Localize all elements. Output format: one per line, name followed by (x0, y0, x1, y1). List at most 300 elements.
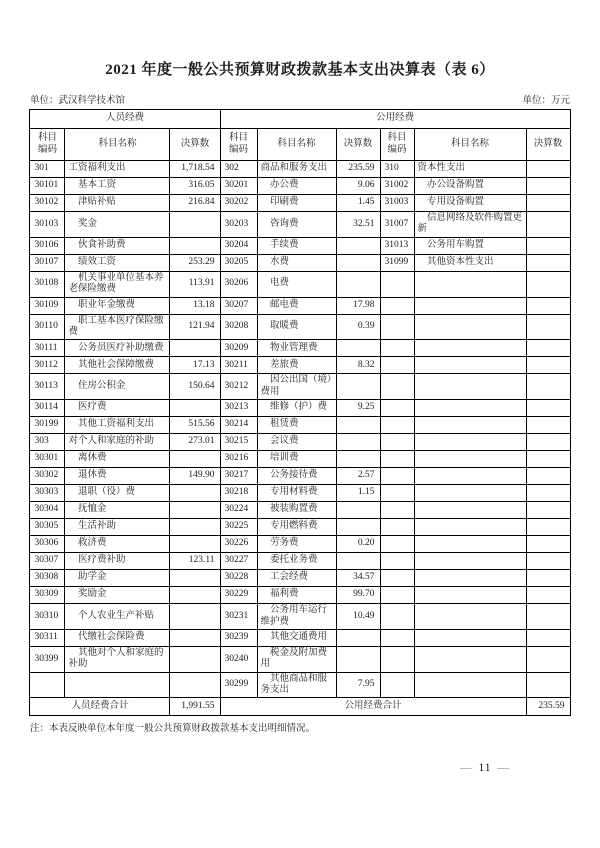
subject-name-cell: 差旅费 (257, 357, 336, 374)
subject-code-cell: 30229 (220, 587, 257, 604)
subject-code-cell: 30225 (220, 519, 257, 536)
amount-header: 决算数 (336, 129, 380, 161)
subject-code-cell (30, 672, 65, 698)
subject-code-cell: 302 (220, 161, 257, 178)
amount-cell (336, 340, 380, 357)
subject-code-cell: 30310 (30, 604, 65, 630)
table-row (30, 195, 570, 212)
amount-cell (336, 646, 380, 672)
subject-code-cell: 30203 (220, 212, 257, 238)
amount-cell: 9.25 (336, 400, 380, 417)
subject-name-cell: 其他资本性支出 (414, 254, 526, 271)
amount-cell (526, 434, 570, 451)
amount-cell (170, 587, 220, 604)
subject-code-cell: 30217 (220, 468, 257, 485)
table-row (30, 297, 570, 314)
amount-cell (170, 570, 220, 587)
subject-name-cell (414, 672, 526, 698)
subject-code-cell (380, 434, 414, 451)
amount-cell (170, 451, 220, 468)
subject-code-cell (380, 672, 414, 698)
subject-name-cell (414, 314, 526, 340)
subject-name-cell: 其他对个人和家庭的补助 (65, 646, 170, 672)
subject-code-cell: 30106 (30, 237, 65, 254)
public-group-header: 公用经费 (220, 110, 570, 129)
subject-name-cell: 公务用车购置 (414, 237, 526, 254)
subject-name-cell: 其他交通费用 (257, 629, 336, 646)
amount-cell (170, 485, 220, 502)
amount-cell (526, 400, 570, 417)
subject-code-cell: 30211 (220, 357, 257, 374)
amount-cell: 8.32 (336, 357, 380, 374)
amount-cell: 253.29 (170, 254, 220, 271)
subject-name-cell: 劳务费 (257, 536, 336, 553)
unit-row (30, 92, 570, 106)
subject-name-cell (414, 519, 526, 536)
subject-code-cell: 31003 (380, 195, 414, 212)
amount-cell (336, 417, 380, 434)
subject-code-cell: 30102 (30, 195, 65, 212)
subject-name-cell: 津贴补贴 (65, 195, 170, 212)
subject-code-cell (380, 451, 414, 468)
amount-cell (526, 502, 570, 519)
amount-cell (526, 297, 570, 314)
subject-name-cell: 水费 (257, 254, 336, 271)
subject-code-cell: 30304 (30, 502, 65, 519)
table-row (30, 237, 570, 254)
amount-cell (526, 212, 570, 238)
subject-name-cell (414, 646, 526, 672)
subject-name-cell: 个人农业生产补贴 (65, 604, 170, 630)
subject-name-cell (414, 502, 526, 519)
subject-name-cell: 办公费 (257, 178, 336, 195)
subject-name-cell (414, 434, 526, 451)
subject-code-cell (380, 570, 414, 587)
amount-cell: 1.45 (336, 195, 380, 212)
subject-name-cell (414, 297, 526, 314)
amount-cell: 17.13 (170, 357, 220, 374)
amount-cell: 99.70 (336, 587, 380, 604)
subject-code-cell: 30110 (30, 314, 65, 340)
subject-code-cell: 30114 (30, 400, 65, 417)
subject-code-cell: 30112 (30, 357, 65, 374)
subject-name-cell: 会议费 (257, 434, 336, 451)
amount-cell: 515.56 (170, 417, 220, 434)
subject-code-cell: 30231 (220, 604, 257, 630)
subject-name-cell: 救济费 (65, 536, 170, 553)
amount-cell (526, 485, 570, 502)
subject-code-cell: 30209 (220, 340, 257, 357)
subject-code-cell (380, 314, 414, 340)
subject-code-cell (380, 502, 414, 519)
subject-code-cell: 30113 (30, 374, 65, 400)
subject-code-cell: 30201 (220, 178, 257, 195)
subject-name-cell (414, 629, 526, 646)
subject-name-cell: 税金及附加费用 (257, 646, 336, 672)
amount-cell (170, 519, 220, 536)
amount-cell: 9.06 (336, 178, 380, 195)
subject-name-cell (414, 417, 526, 434)
amount-cell (526, 178, 570, 195)
subject-name-cell: 机关事业单位基本养老保险缴费 (65, 271, 170, 297)
table-row (30, 451, 570, 468)
amount-cell (170, 629, 220, 646)
amount-cell (336, 553, 380, 570)
subject-name-cell: 电费 (257, 271, 336, 297)
subject-name-cell (414, 468, 526, 485)
subject-name-cell (414, 271, 526, 297)
page-number-value: 11 (478, 762, 492, 774)
amount-cell (526, 451, 570, 468)
subject-name-cell: 培训费 (257, 451, 336, 468)
subject-name-cell: 对个人和家庭的补助 (65, 434, 170, 451)
subject-code-cell: 30302 (30, 468, 65, 485)
subject-code-cell (380, 417, 414, 434)
subject-code-cell: 31013 (380, 237, 414, 254)
totals-row (30, 698, 570, 716)
amount-cell (526, 468, 570, 485)
subject-code-cell: 30307 (30, 553, 65, 570)
subject-name-cell (414, 340, 526, 357)
subject-code-cell: 30303 (30, 485, 65, 502)
table-row (30, 340, 570, 357)
table-row (30, 417, 570, 434)
amount-cell (526, 519, 570, 536)
table-row (30, 672, 570, 698)
subject-name-cell: 退职（役）费 (65, 485, 170, 502)
subject-name-cell: 奖励金 (65, 587, 170, 604)
subject-code-cell: 30206 (220, 271, 257, 297)
amount-cell (170, 536, 220, 553)
table-row (30, 271, 570, 297)
subject-name-cell (414, 536, 526, 553)
subject-code-cell: 30227 (220, 553, 257, 570)
page-title: 2021 年度一般公共预算财政拨款基本支出决算表（表 6） (105, 62, 495, 78)
subject-name-cell: 助学金 (65, 570, 170, 587)
table-row (30, 587, 570, 604)
table-row (30, 400, 570, 417)
amount-cell: 273.01 (170, 434, 220, 451)
amount-cell: 32.51 (336, 212, 380, 238)
amount-cell (526, 357, 570, 374)
amount-cell: 17.98 (336, 297, 380, 314)
subject-code-cell: 310 (380, 161, 414, 178)
subject-code-cell: 30213 (220, 400, 257, 417)
amount-cell: 1,718.54 (170, 161, 220, 178)
table-row (30, 357, 570, 374)
subject-name-header: 科目名称 (65, 129, 170, 161)
amount-cell: 235.59 (336, 161, 380, 178)
subject-code-cell: 30228 (220, 570, 257, 587)
amount-cell (170, 400, 220, 417)
amount-cell (170, 212, 220, 238)
subject-name-cell: 绩效工资 (65, 254, 170, 271)
table-row (30, 434, 570, 451)
subject-name-cell: 工资福利支出 (65, 161, 170, 178)
subject-code-cell (380, 604, 414, 630)
subject-code-cell: 30309 (30, 587, 65, 604)
amount-cell: 7.95 (336, 672, 380, 698)
amount-cell (526, 604, 570, 630)
subject-name-cell: 公务员医疗补助缴费 (65, 340, 170, 357)
subject-name-cell (414, 451, 526, 468)
group-header-row (30, 110, 570, 129)
subject-code-cell: 301 (30, 161, 65, 178)
table-row (30, 485, 570, 502)
subject-code-cell: 30299 (220, 672, 257, 698)
unit-name-label: 单位：武汉科学技术馆 (30, 96, 126, 106)
subject-name-cell: 公务接待费 (257, 468, 336, 485)
subject-code-header: 科目编码 (220, 129, 257, 161)
subject-code-cell: 30240 (220, 646, 257, 672)
table-row (30, 536, 570, 553)
amount-cell (526, 314, 570, 340)
subject-code-cell: 30218 (220, 485, 257, 502)
amount-cell (170, 646, 220, 672)
subject-name-cell: 咨询费 (257, 212, 336, 238)
subject-code-cell (380, 553, 414, 570)
subject-name-cell: 工会经费 (257, 570, 336, 587)
subject-code-cell (380, 536, 414, 553)
amount-cell (526, 587, 570, 604)
amount-cell (526, 254, 570, 271)
subject-code-cell (380, 629, 414, 646)
amount-cell (526, 271, 570, 297)
subject-code-cell: 31002 (380, 178, 414, 195)
personnel-total-value: 1,991.55 (170, 698, 220, 716)
subject-name-cell: 代缴社会保险费 (65, 629, 170, 646)
subject-name-cell (414, 553, 526, 570)
amount-cell: 34.57 (336, 570, 380, 587)
subject-name-cell: 职工基本医疗保险缴费 (65, 314, 170, 340)
subject-code-cell: 30311 (30, 629, 65, 646)
amount-cell (336, 502, 380, 519)
subject-name-header: 科目名称 (257, 129, 336, 161)
amount-header: 决算数 (526, 129, 570, 161)
subject-code-cell: 31007 (380, 212, 414, 238)
subject-name-cell: 福利费 (257, 587, 336, 604)
amount-cell (336, 374, 380, 400)
table-row (30, 553, 570, 570)
amount-cell: 123.11 (170, 553, 220, 570)
subject-code-cell: 30305 (30, 519, 65, 536)
subject-code-cell (380, 357, 414, 374)
subject-code-header: 科目编码 (30, 129, 65, 161)
subject-code-cell: 30103 (30, 212, 65, 238)
subject-code-cell: 30214 (220, 417, 257, 434)
subject-name-cell: 被装购置费 (257, 502, 336, 519)
subject-code-cell: 30306 (30, 536, 65, 553)
amount-cell (336, 254, 380, 271)
amount-cell: 150.64 (170, 374, 220, 400)
public-total-value: 235.59 (526, 698, 570, 716)
amount-cell (526, 161, 570, 178)
subject-name-cell: 维修（护）费 (257, 400, 336, 417)
amount-cell (526, 417, 570, 434)
amount-cell (336, 519, 380, 536)
subject-name-cell: 离休费 (65, 451, 170, 468)
personnel-total-label: 人员经费合计 (30, 698, 170, 716)
subject-code-cell (380, 485, 414, 502)
subject-name-cell: 生活补助 (65, 519, 170, 536)
amount-cell (526, 536, 570, 553)
amount-cell (526, 646, 570, 672)
subject-code-cell: 30216 (220, 451, 257, 468)
subject-name-cell (65, 672, 170, 698)
subject-code-cell: 30199 (30, 417, 65, 434)
subject-name-cell: 办公设备购置 (414, 178, 526, 195)
subject-name-cell (414, 604, 526, 630)
amount-header: 决算数 (170, 129, 220, 161)
subject-code-cell (380, 587, 414, 604)
subject-name-cell: 退休费 (65, 468, 170, 485)
subject-code-cell: 30308 (30, 570, 65, 587)
subject-name-cell: 其他工资福利支出 (65, 417, 170, 434)
subject-code-cell: 30215 (220, 434, 257, 451)
amount-cell (526, 629, 570, 646)
table-row (30, 178, 570, 195)
personnel-group-header: 人员经费 (30, 110, 220, 129)
subject-name-cell: 专用燃料费 (257, 519, 336, 536)
subject-name-cell: 租赁费 (257, 417, 336, 434)
amount-cell (336, 629, 380, 646)
subject-name-cell: 邮电费 (257, 297, 336, 314)
subject-code-cell (380, 374, 414, 400)
subject-name-cell: 医疗费 (65, 400, 170, 417)
amount-cell (170, 237, 220, 254)
public-total-label: 公用经费合计 (220, 698, 526, 716)
table-row (30, 646, 570, 672)
subject-name-cell: 抚恤金 (65, 502, 170, 519)
subject-name-cell: 奖金 (65, 212, 170, 238)
amount-cell (336, 237, 380, 254)
column-header-row (30, 129, 570, 161)
amount-cell (526, 672, 570, 698)
subject-code-cell: 30204 (220, 237, 257, 254)
subject-name-cell: 资本性支出 (414, 161, 526, 178)
amount-cell (526, 237, 570, 254)
table-row (30, 629, 570, 646)
amount-cell (336, 451, 380, 468)
subject-name-cell: 公务用车运行维护费 (257, 604, 336, 630)
subject-code-cell: 30224 (220, 502, 257, 519)
amount-cell (170, 672, 220, 698)
subject-code-cell: 30109 (30, 297, 65, 314)
subject-code-header: 科目编码 (380, 129, 414, 161)
amount-cell: 113.91 (170, 271, 220, 297)
table-row (30, 314, 570, 340)
subject-code-cell (380, 468, 414, 485)
amount-cell: 0.20 (336, 536, 380, 553)
page-number-dash: — (497, 762, 511, 774)
amount-cell (526, 374, 570, 400)
subject-name-cell: 商品和服务支出 (257, 161, 336, 178)
subject-code-cell: 30399 (30, 646, 65, 672)
amount-cell: 316.05 (170, 178, 220, 195)
amount-cell: 13.18 (170, 297, 220, 314)
subject-name-cell: 基本工资 (65, 178, 170, 195)
subject-code-cell: 30111 (30, 340, 65, 357)
subject-code-cell: 30205 (220, 254, 257, 271)
subject-code-cell: 30226 (220, 536, 257, 553)
subject-name-cell: 委托业务费 (257, 553, 336, 570)
subject-name-cell (414, 570, 526, 587)
table-row (30, 374, 570, 400)
amount-cell: 216.84 (170, 195, 220, 212)
subject-name-cell: 专用材料费 (257, 485, 336, 502)
subject-name-cell (414, 357, 526, 374)
amount-cell (526, 195, 570, 212)
subject-name-cell: 手续费 (257, 237, 336, 254)
table-row (30, 254, 570, 271)
subject-name-cell: 取暖费 (257, 314, 336, 340)
table-row (30, 519, 570, 536)
amount-cell (336, 434, 380, 451)
subject-code-cell (380, 519, 414, 536)
subject-code-cell (380, 646, 414, 672)
subject-name-cell: 其他社会保障缴费 (65, 357, 170, 374)
table-row (30, 212, 570, 238)
amount-cell: 2.57 (336, 468, 380, 485)
table-row (30, 468, 570, 485)
page-number (430, 762, 540, 774)
subject-code-cell (380, 340, 414, 357)
subject-code-cell: 30202 (220, 195, 257, 212)
table-row (30, 161, 570, 178)
subject-name-cell: 信息网络及软件购置更新 (414, 212, 526, 238)
amount-cell (526, 340, 570, 357)
amount-cell: 10.49 (336, 604, 380, 630)
subject-name-cell: 住房公积金 (65, 374, 170, 400)
subject-code-cell: 30208 (220, 314, 257, 340)
table-row (30, 604, 570, 630)
amount-cell: 1.15 (336, 485, 380, 502)
subject-code-cell (380, 297, 414, 314)
budget-table (29, 109, 570, 716)
subject-code-cell: 31099 (380, 254, 414, 271)
subject-code-cell: 30301 (30, 451, 65, 468)
subject-name-cell: 印刷费 (257, 195, 336, 212)
subject-name-cell: 物业管理费 (257, 340, 336, 357)
subject-name-cell: 专用设备购置 (414, 195, 526, 212)
subject-name-cell (414, 485, 526, 502)
amount-cell (170, 340, 220, 357)
subject-name-cell: 医疗费补助 (65, 553, 170, 570)
table-note: 注：本表反映单位本年度一般公共预算财政拨款基本支出明细情况。 (30, 724, 316, 735)
amount-cell: 149.90 (170, 468, 220, 485)
subject-code-cell: 30108 (30, 271, 65, 297)
subject-code-cell: 30107 (30, 254, 65, 271)
unit-currency-label: 单位：万元 (522, 96, 570, 106)
amount-cell (170, 502, 220, 519)
subject-code-cell: 303 (30, 434, 65, 451)
subject-code-cell: 30207 (220, 297, 257, 314)
amount-cell (170, 604, 220, 630)
subject-name-cell (414, 587, 526, 604)
subject-code-cell: 30239 (220, 629, 257, 646)
subject-name-cell: 职业年金缴费 (65, 297, 170, 314)
page-number-dash: — (459, 762, 473, 774)
subject-code-cell (380, 400, 414, 417)
table-row (30, 570, 570, 587)
subject-code-cell (380, 271, 414, 297)
subject-name-cell (414, 374, 526, 400)
table-row (30, 502, 570, 519)
amount-cell: 121.94 (170, 314, 220, 340)
amount-cell (526, 553, 570, 570)
amount-cell (526, 570, 570, 587)
subject-name-cell (414, 400, 526, 417)
